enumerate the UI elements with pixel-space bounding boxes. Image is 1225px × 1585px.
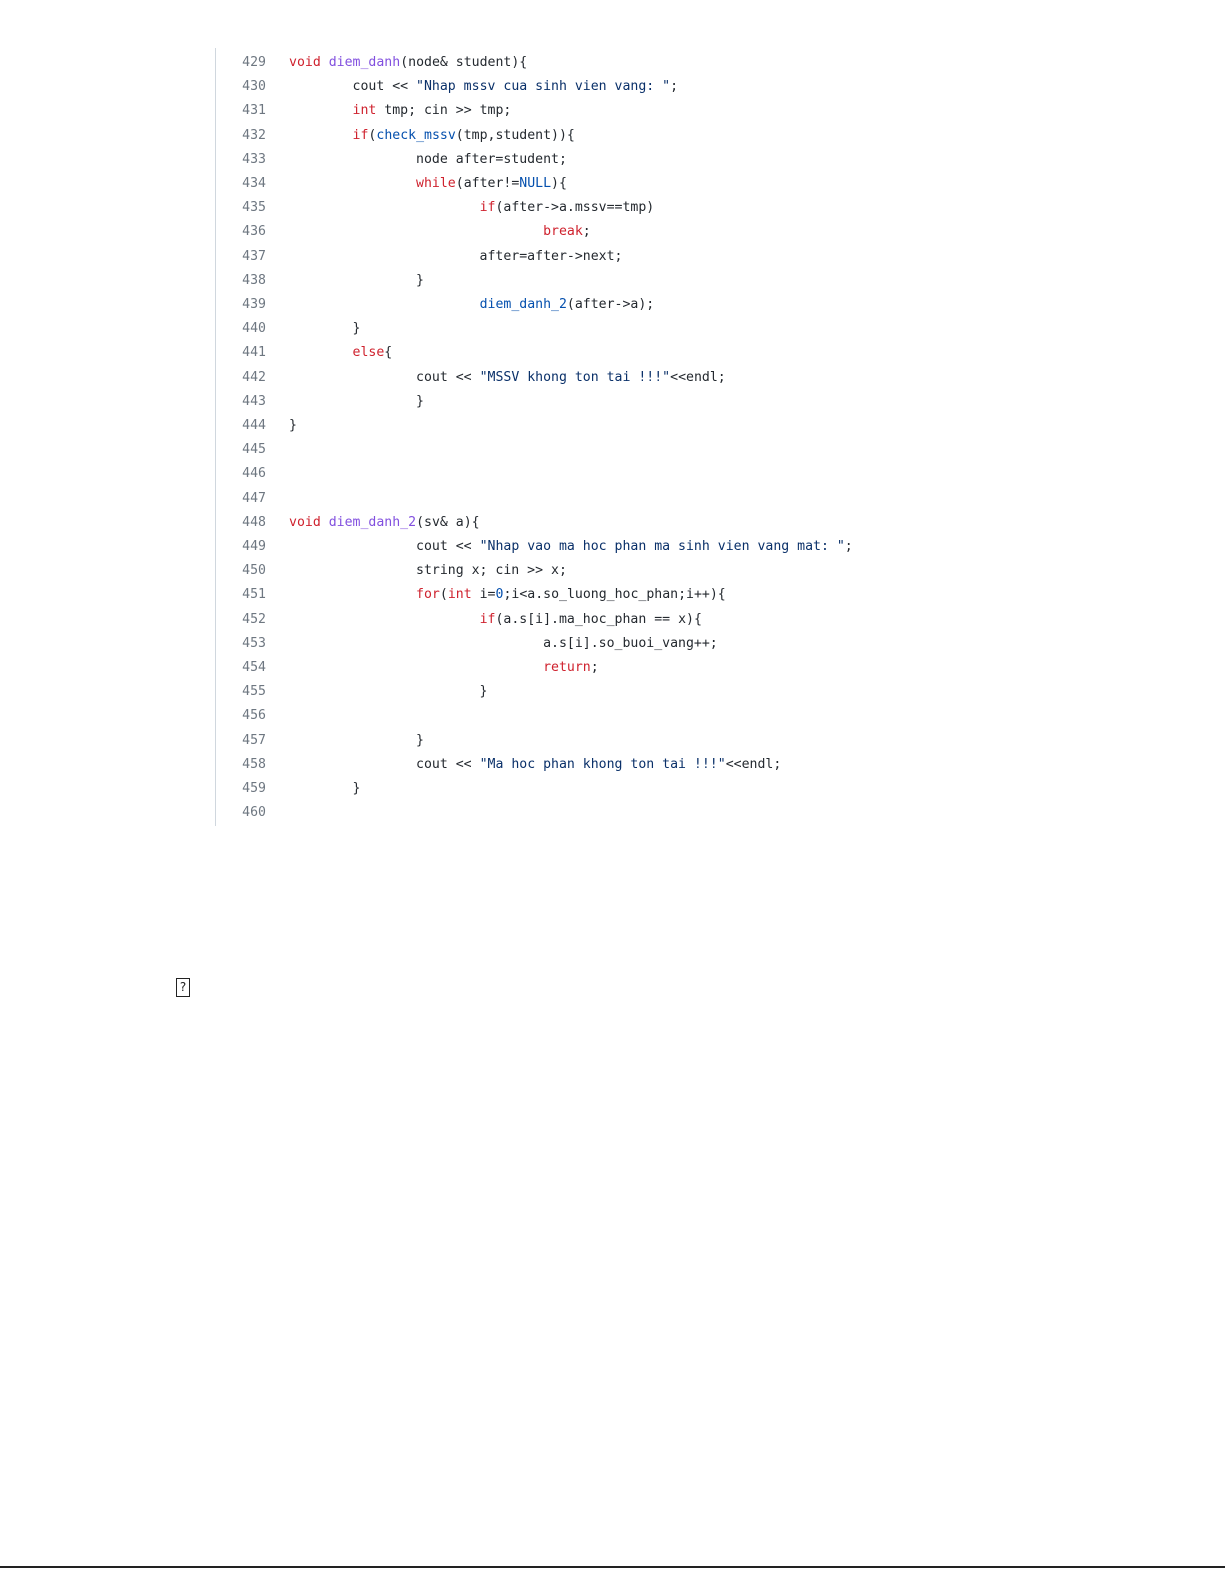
line-number: 445: [242, 442, 266, 458]
line-number: 459: [242, 781, 266, 796]
line-number: 437: [242, 248, 266, 264]
code-text: [289, 390, 424, 414]
code-text: [289, 148, 567, 172]
code-text: [289, 608, 702, 632]
line-number: 447: [242, 490, 266, 506]
code-token: tmp; cin >> tmp;: [376, 103, 512, 119]
code-token: ;: [844, 539, 853, 554]
code-token: }: [289, 732, 424, 748]
code-token: 0: [495, 587, 504, 603]
code-token: {: [384, 345, 393, 361]
code-token: string x; cin >> x;: [289, 563, 567, 579]
code-token: int: [447, 587, 472, 603]
code-token: [289, 660, 543, 675]
line-number: 452: [242, 611, 266, 627]
code-token: "MSSV khong ton tai !!!": [479, 369, 671, 385]
code-token: diem_danh: [328, 55, 401, 70]
code-text: [289, 777, 360, 801]
code-text: [289, 269, 424, 293]
code-token: int: [352, 103, 377, 119]
code-text: [289, 535, 853, 559]
line-number: 450: [242, 563, 266, 579]
code-text: [289, 511, 480, 535]
code-token: (node& student){: [400, 55, 528, 70]
code-token: (tmp,student)){: [455, 127, 575, 143]
code-token: [289, 587, 416, 602]
code-token: (: [368, 127, 377, 143]
code-token: [289, 297, 480, 312]
code-token: after=after->next;: [289, 248, 623, 264]
code-token: NULL: [519, 176, 552, 191]
code-text: [289, 656, 599, 680]
code-token: }: [289, 781, 361, 796]
code-token: (: [439, 587, 448, 603]
page-bottom-rule: [0, 1566, 1225, 1568]
code-token: (after->a.mssv==tmp): [495, 200, 655, 216]
code-text: [289, 753, 781, 777]
code-token: break: [543, 224, 583, 240]
code-text: [289, 317, 360, 341]
line-number: 453: [242, 635, 266, 651]
code-token: diem_danh_2: [479, 297, 567, 312]
code-text: [289, 414, 297, 438]
code-token: }: [289, 272, 424, 288]
code-text: [289, 293, 654, 317]
code-text: [289, 729, 424, 753]
code-token: (after->a);: [566, 297, 655, 312]
line-number: 455: [242, 684, 266, 700]
code-token: if: [352, 127, 369, 143]
code-text: [289, 196, 654, 220]
line-number: 434: [242, 176, 266, 191]
line-number: 431: [242, 103, 266, 119]
code-token: [289, 103, 353, 118]
code-token: <<endl;: [725, 756, 782, 772]
code-text: [289, 632, 718, 656]
code-token: if: [479, 611, 496, 627]
code-token: ;: [582, 224, 591, 240]
code-token: [289, 176, 416, 191]
code-token: [289, 345, 353, 360]
code-token: ){: [551, 176, 567, 191]
line-number: 441: [242, 345, 266, 361]
code-token: (a.s[i].ma_hoc_phan == x){: [495, 611, 702, 627]
code-token: a.s[i].so_buoi_vang++;: [289, 635, 718, 651]
code-token: diem_danh_2: [328, 514, 417, 530]
code-token: cout <<: [289, 539, 480, 554]
code-token: (after!=: [455, 176, 520, 191]
code-text: [289, 583, 726, 607]
code-token: (sv& a){: [416, 514, 480, 530]
code-token: }: [289, 393, 424, 409]
code-token: ;i<a.so_luong_hoc_phan;i++){: [503, 587, 726, 603]
line-number: 433: [242, 151, 266, 167]
code-token: for: [416, 587, 440, 603]
code-token: cout <<: [289, 369, 480, 385]
line-number: 430: [242, 79, 266, 95]
code-token: node after=student;: [289, 151, 567, 167]
code-token: cout <<: [289, 756, 480, 772]
code-token: [321, 515, 329, 530]
line-number: 444: [242, 418, 266, 433]
line-number: 458: [242, 756, 266, 772]
code-text: [289, 559, 567, 583]
code-token: [289, 612, 480, 627]
code-token: "Nhap mssv cua sinh vien vang: ": [416, 79, 671, 95]
code-token: [289, 128, 353, 143]
code-token: i=: [471, 587, 496, 603]
line-number: 454: [242, 660, 266, 675]
line-number: 442: [242, 369, 266, 385]
line-number: 435: [242, 200, 266, 216]
code-text: [289, 51, 527, 75]
code-text: [289, 172, 567, 196]
code-token: [289, 224, 543, 239]
code-token: while: [416, 176, 456, 191]
line-number: 446: [242, 466, 266, 482]
code-text: [289, 341, 392, 365]
line-number: 451: [242, 587, 266, 603]
line-number: 436: [242, 224, 266, 240]
code-token: if: [479, 200, 496, 216]
code-token: ;: [670, 79, 679, 95]
code-token: "Nhap vao ma hoc phan ma sinh vien vang mat: ": [479, 539, 845, 554]
line-number: 443: [242, 393, 266, 409]
line-number: 460: [242, 805, 266, 821]
code-text: [289, 366, 726, 390]
code-token: [289, 200, 480, 215]
code-block: [215, 48, 976, 826]
line-number: 448: [242, 514, 266, 530]
code-token: }: [289, 418, 297, 433]
code-token: void: [289, 55, 321, 70]
code-token: "Ma hoc phan khong ton tai !!!": [479, 756, 726, 772]
line-number: 439: [242, 297, 266, 312]
code-token: void: [289, 514, 321, 530]
code-token: }: [289, 684, 488, 700]
line-number: 456: [242, 708, 266, 724]
missing-image-icon: ?: [176, 978, 190, 997]
code-token: check_mssv: [376, 127, 456, 143]
code-token: }: [289, 321, 361, 337]
code-text: [289, 124, 575, 148]
line-number: 440: [242, 321, 266, 337]
code-text: [289, 220, 591, 244]
code-token: else: [352, 345, 385, 361]
code-token: return: [543, 660, 591, 675]
line-number: 457: [242, 732, 266, 748]
line-number: 449: [242, 539, 266, 554]
code-text: [289, 245, 622, 269]
code-token: [321, 55, 329, 70]
code-token: cout <<: [289, 79, 417, 95]
line-number: 432: [242, 127, 266, 143]
line-number: 438: [242, 272, 266, 288]
code-token: ;: [590, 660, 599, 675]
code-text: [289, 680, 488, 704]
code-text: [289, 99, 511, 123]
line-number: 429: [242, 55, 266, 70]
code-token: <<endl;: [670, 369, 726, 385]
code-text: [289, 75, 678, 99]
